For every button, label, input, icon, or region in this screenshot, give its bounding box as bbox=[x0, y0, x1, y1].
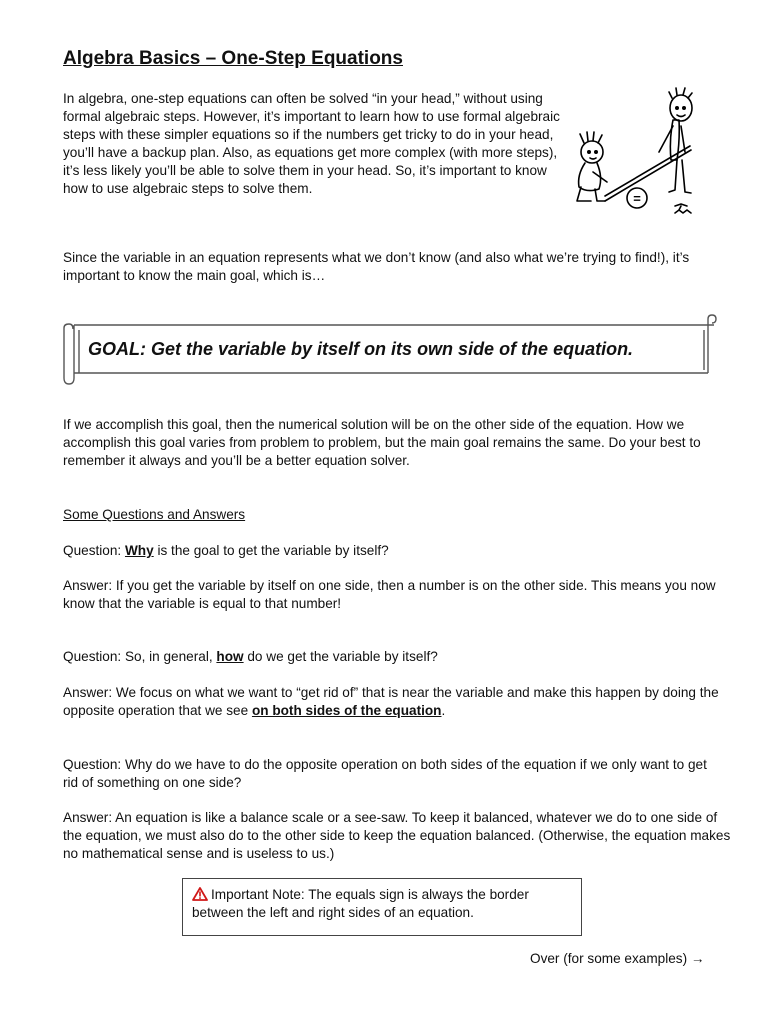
important-note-text bbox=[192, 886, 576, 922]
answer-1: Answer: If you get the variable by itself on one side, then a number is on the other side. This means you now know that the variable is equal to that number! bbox=[63, 578, 716, 611]
page-title: Algebra Basics – One-Step Equations bbox=[63, 48, 403, 69]
footer-text: Over (for some examples) bbox=[530, 951, 688, 966]
answer-2 bbox=[63, 684, 723, 720]
warning-triangle-icon bbox=[192, 887, 208, 901]
qa-heading: Some Questions and Answers bbox=[63, 507, 246, 522]
question-1-suffix: is the goal to get the variable by itself? bbox=[153, 543, 389, 558]
variable-paragraph: Since the variable in an equation represents what we don’t know (and also what we’re trying to find!), it’s important to know the main goal, which is… bbox=[63, 250, 690, 283]
answer-3: Answer: An equation is like a balance scale or a see-saw. To keep it balanced, whatever we do to one side of the equation, we must also do to the other side to keep the equation balanced. (Otherwise, the equation makes no mathematical sense and is useless to us.) bbox=[63, 810, 731, 861]
seesaw-cartoon-illustration bbox=[565, 86, 710, 221]
question-1 bbox=[63, 542, 723, 560]
answer-2-prefix: Answer: We focus on what we want to “get rid of” that is near the variable and make this happen by doing the opposite operation that we see bbox=[63, 685, 719, 718]
question-2-suffix: do we get the variable by itself? bbox=[243, 649, 438, 664]
important-note-label: Important Note: The equals sign is always the border between the left and right sides of an equation. bbox=[192, 887, 529, 920]
arrow-right-icon: → bbox=[690, 951, 705, 966]
footer-over-link bbox=[530, 951, 705, 966]
answer-2-emphasis: on both sides of the equation bbox=[251, 703, 442, 718]
question-2-prefix: Question: So, in general, bbox=[63, 649, 217, 664]
question-1-prefix: Question: bbox=[63, 543, 125, 558]
intro-paragraph: In algebra, one-step equations can often be solved “in your head,” without using formal algebraic steps. However, it’s important to learn how to use formal algebraic steps with these simpler equations so if the numbers get tricky to do in your head, you’ll have a backup plan. Also, as equations get more complex (with more steps), it’s less likely you’ll be able to solve them in your head. So, it’s important to know how to use algebraic steps to solve them. bbox=[63, 91, 560, 196]
question-2 bbox=[63, 648, 723, 666]
question-3: Question: Why do we have to do the opposite operation on both sides of the equation if we only want to get rid of something on one side? bbox=[63, 757, 707, 790]
question-2-emphasis: how bbox=[216, 649, 244, 664]
goal-paragraph: If we accomplish this goal, then the numerical solution will be on the other side of the equation. How we accomplish this goal varies from problem to problem, but the main goal remains the same. Do your best to remember it always and you’ll be a better equation solver. bbox=[63, 417, 701, 468]
question-1-emphasis: Why bbox=[124, 543, 154, 558]
equals-sign: = bbox=[633, 191, 641, 206]
answer-2-suffix: . bbox=[441, 703, 446, 718]
goal-statement: GOAL: Get the variable by itself on its own side of the equation. bbox=[88, 339, 634, 359]
